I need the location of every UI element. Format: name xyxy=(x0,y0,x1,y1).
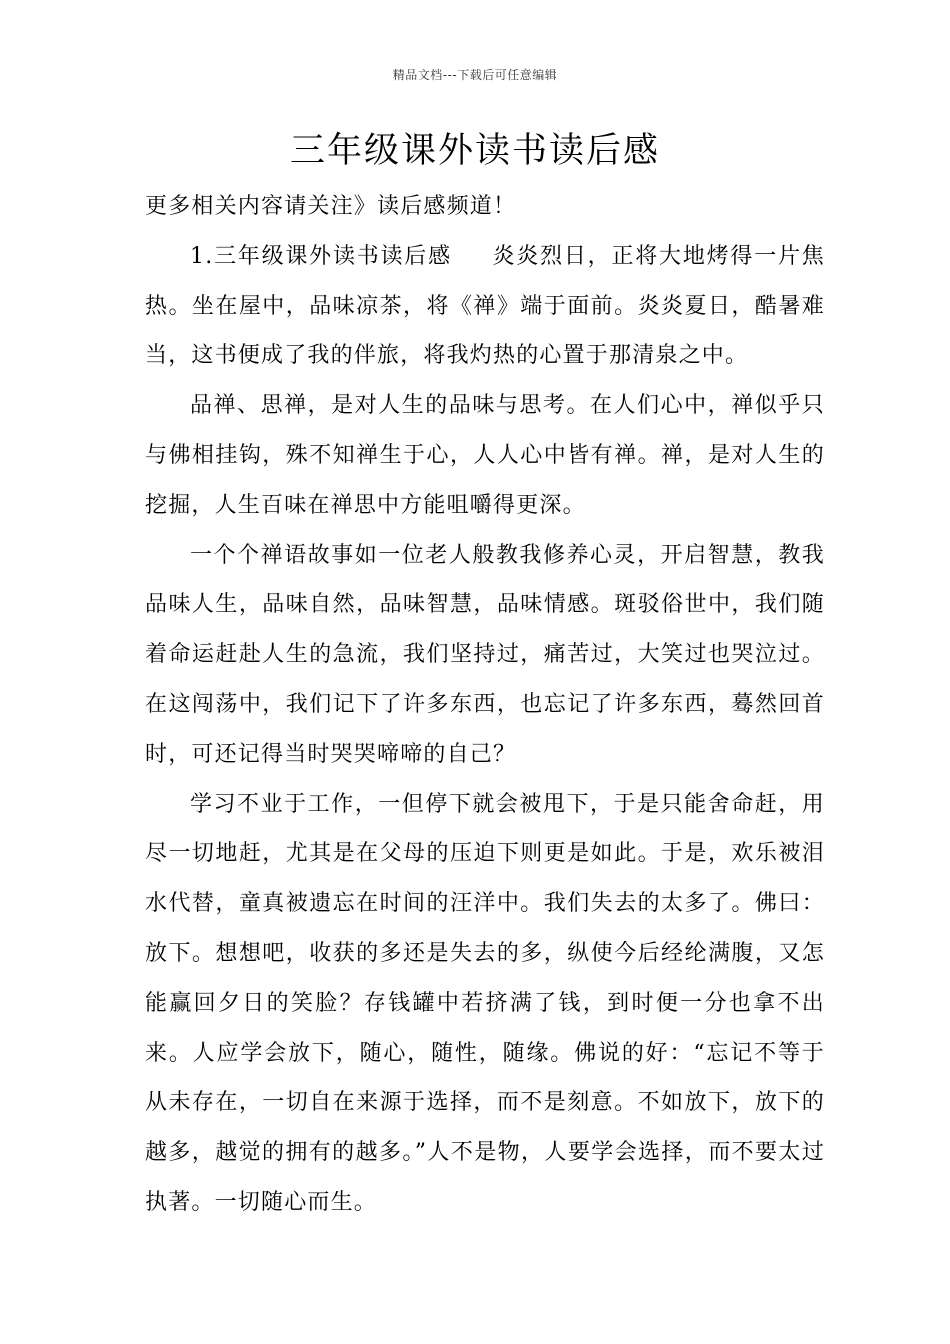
header-note: 精品文档---下载后可任意编辑 xyxy=(392,68,558,82)
intro-line: 更多相关内容请关注》读后感频道！ xyxy=(145,194,517,219)
page-title: 三年级课外读书读后感 xyxy=(289,131,660,171)
paragraph-4: 学习不业于工作，一但停下就会被甩下，于是只能舍命赶，用尽一切地赶，尤其是在父母的压迫下则更是如此。于是，欢乐被泪水代替，童真被遗忘在时间的汪洋中。我们失去的太多了。佛曰：放下。想想吧，收获的多还是失去的多，纵使今后经纶满腹，又怎能赢回夕日的笑脸？存钱罐中若挤满了钱，到时便一分也拿不出来。人应学会放下，随心，随性，随缘。佛说的好：“忘记不等于从未存在，一切自在来源于选择，而不是刻意。不如放下，放下的越多，越觉的拥有的越多。”人不是物，人要学会选择，而不要太过执著。一切随心而生。 xyxy=(145,791,825,1215)
paragraph-1-text: 炎炎烈日，正将大地烤得一片焦热。坐在屋中，品味凉茶，将《禅》端于面前。炎炎夏日，酷暑难当，这书便成了我的伴旅，将我灼热的心置于那清泉之中。 xyxy=(145,243,825,369)
paragraph-2: 品禅、思禅，是对人生的品味与思考。在人们心中，禅似乎只与佛相挂钩，殊不知禅生于心，人人心中皆有禅。禅，是对人生的挖掘，人生百味在禅思中方能咀嚼得更深。 xyxy=(145,393,825,518)
document-body xyxy=(145,182,825,1228)
paragraph-1-lead: 1.三年级课外读书读后感 xyxy=(190,243,452,269)
paragraph-3: 一个个禅语故事如一位老人般教我修养心灵，开启智慧，教我品味人生，品味自然，品味智慧，品味情感。斑驳俗世中，我们随着命运赶赴人生的急流，我们坚持过，痛苦过，大笑过也哭泣过。在这闯荡中，我们记下了许多东西，也忘记了许多东西，蓦然回首时，可还记得当时哭哭啼啼的自己？ xyxy=(145,542,825,767)
paragraph-1 xyxy=(145,232,825,381)
